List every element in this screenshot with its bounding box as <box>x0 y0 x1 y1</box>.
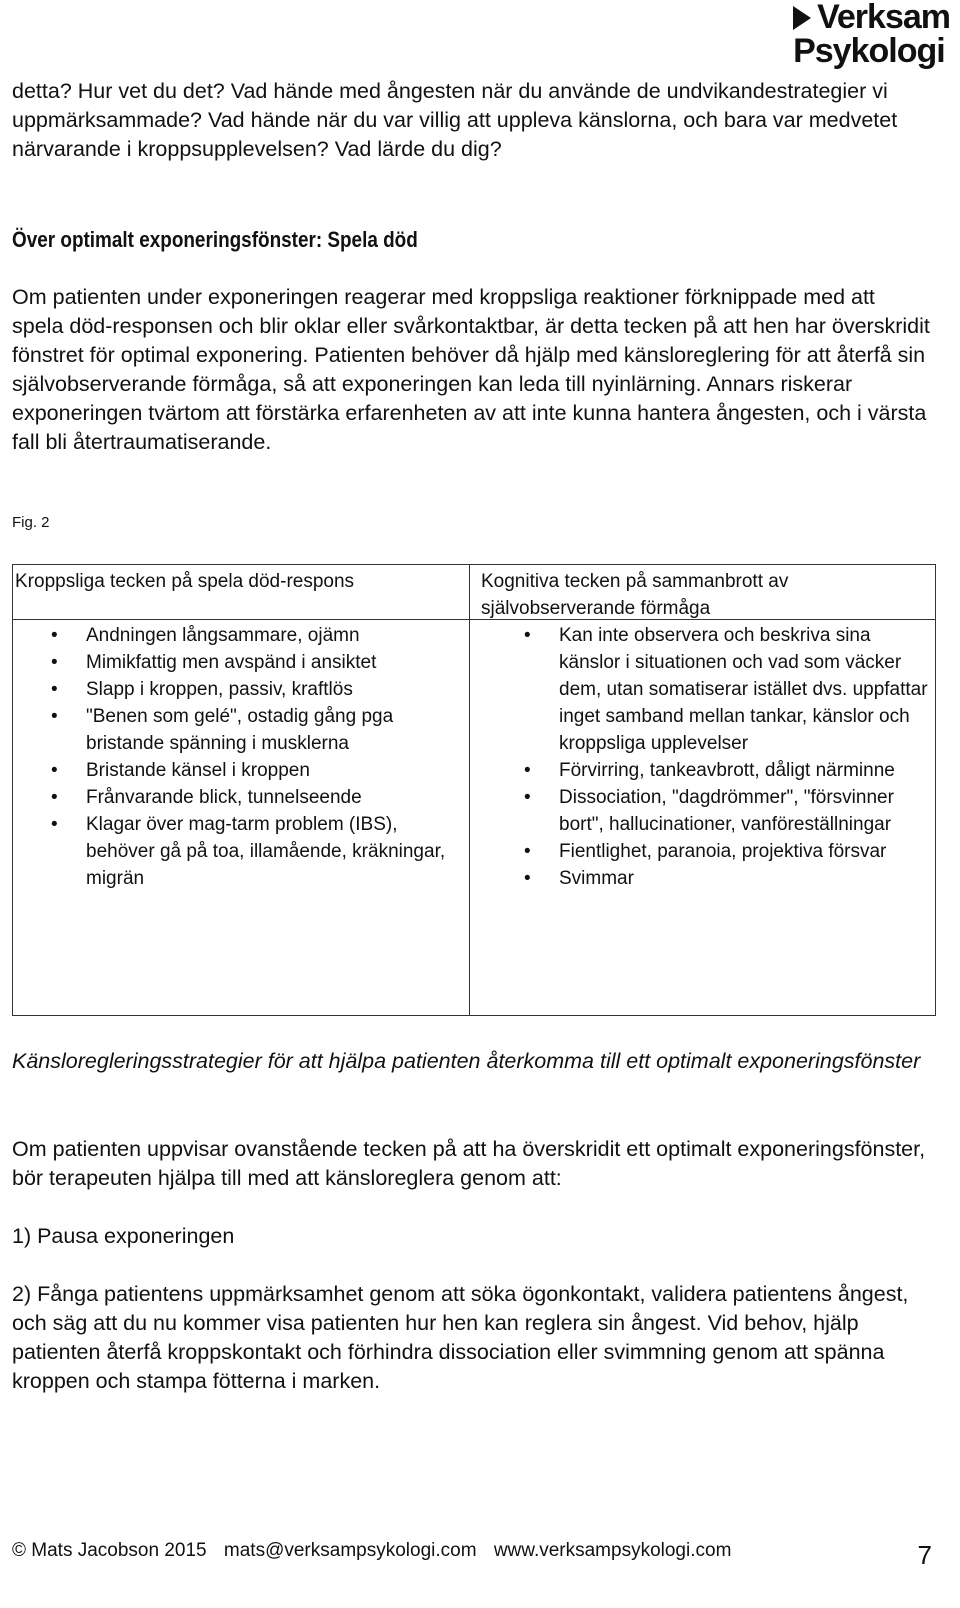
logo-line-2: Psykologi <box>793 32 945 70</box>
table-list-item <box>524 757 934 784</box>
list-item-text: Frånvarande blick, tunnelseende <box>86 787 362 808</box>
step-1: 1) Pausa exponeringen <box>12 1224 235 1248</box>
bullet-icon: • <box>524 841 531 862</box>
table-list-item <box>51 784 461 811</box>
bullet-icon: • <box>524 868 531 889</box>
list-item-text: Dissociation, "dagdrömmer", "försvinner bort", hallucinationer, vanföreställningar <box>559 787 894 835</box>
list-item-text: Bristande känsel i kroppen <box>86 760 310 781</box>
figure-label: Fig. 2 <box>12 514 50 531</box>
section-heading: Över optimalt exponeringsfönster: Spela död <box>12 227 418 252</box>
table-list-item <box>51 703 461 757</box>
footer-email[interactable]: mats@verksampsykologi.com <box>223 1540 477 1561</box>
bullet-icon: • <box>51 760 58 781</box>
page-number: 7 <box>917 1540 932 1570</box>
list-item-text: Förvirring, tankeavbrott, dåligt närminne <box>559 760 895 781</box>
bullet-icon: • <box>51 787 58 808</box>
list-item-text: Andningen långsammare, ojämn <box>86 625 360 646</box>
footer <box>12 1540 932 1562</box>
list-item-text: Slapp i kroppen, passiv, kraftlös <box>86 679 353 700</box>
footer-copyright: © Mats Jacobson 2015 <box>12 1540 207 1561</box>
cognitive-signs-header: Kognitiva tecken på sammanbrott av självobserverande förmåga <box>481 571 789 619</box>
cognitive-signs-list <box>524 622 934 892</box>
bullet-icon: • <box>51 652 58 673</box>
table-list-item <box>51 676 461 703</box>
list-item-text: Mimikfattig men avspänd i ansiktet <box>86 652 377 673</box>
list-item-text: Fientlighet, paranoia, projektiva försvar <box>559 841 887 862</box>
bullet-icon: • <box>51 814 58 835</box>
bullet-icon: • <box>51 625 58 646</box>
bullet-icon: • <box>51 706 58 727</box>
list-item-text: Kan inte observera och beskriva sina känslor i situationen och vad som väcker dem, utan somatiserar istället dvs. uppfattar inget samband mellan tankar, känslor och kroppsliga upplevelser <box>559 625 928 754</box>
bullet-icon: • <box>524 760 531 781</box>
footer-website[interactable]: www.verksampsykologi.com <box>493 1540 732 1561</box>
table-list-item <box>51 811 461 892</box>
intro-paragraph: detta? Hur vet du det? Vad hände med ångesten när du använde de undvikandestrategier vi uppmärksammade? Vad hände när du var villig att uppleva känslorna, och bara var medvetet närvarande i kroppsupplevelsen? Vad lärde du dig? <box>12 79 898 161</box>
step-2: 2) Fånga patientens uppmärksamhet genom att söka ögonkontakt, validera patientens ångest, och säg att du nu kommer visa patienten hur hen kan reglera sin ångest. Vid behov, hjälp patienten återfå kroppskontakt och förhindra dissociation eller svimmning genom att spänna kroppen och stampa fötterna i marken. <box>12 1282 909 1393</box>
strategy-intro: Om patienten uppvisar ovanstående tecken på att ha överskridit ett optimalt exponeringsfönster, bör terapeuten hjälpa till med att känsloreglera genom att: <box>12 1137 926 1190</box>
bullet-icon: • <box>51 679 58 700</box>
table-list-item <box>51 649 461 676</box>
table-list-item <box>524 838 934 865</box>
signs-table <box>12 564 936 1016</box>
table-list-item <box>51 622 461 649</box>
list-item-text: Svimmar <box>559 868 634 889</box>
table-list-item <box>524 784 934 838</box>
bullet-icon: • <box>524 625 531 646</box>
bullet-icon: • <box>524 787 531 808</box>
strategy-heading: Känsloregleringsstrategier för att hjälpa patienten återkomma till ett optimalt exponeringsfönster <box>12 1049 921 1073</box>
logo-line-1: Verksam <box>817 0 950 36</box>
table-list-item <box>524 865 934 892</box>
table-list-item <box>51 757 461 784</box>
list-item-text: Klagar över mag-tarm problem (IBS), behöver gå på toa, illamående, kräkningar, migrän <box>86 814 446 889</box>
verksam-psykologi-logo <box>793 0 950 68</box>
body-signs-list <box>51 622 461 892</box>
section-paragraph: Om patienten under exponeringen reagerar med kroppsliga reaktioner förknippade med att spela död-responsen och blir oklar eller svårkontaktbar, är detta tecken på att hen har överskridit fönstret för optimal exponering. Patienten behöver då hjälp med känsloreglering för att återfå sin självobserverande förmåga, så att exponeringen kan leda till nyinlärning. Annars riskerar exponeringen tvärtom att förstärka erfarenheten av att inte kunna hantera ångesten, och i värsta fall bli återtraumatiserande. <box>12 285 930 454</box>
table-list-item <box>524 622 934 757</box>
play-arrow-icon <box>793 6 811 30</box>
list-item-text: "Benen som gelé", ostadig gång pga bristande spänning i musklerna <box>86 706 394 754</box>
body-signs-header: Kroppsliga tecken på spela död-respons <box>15 571 355 592</box>
